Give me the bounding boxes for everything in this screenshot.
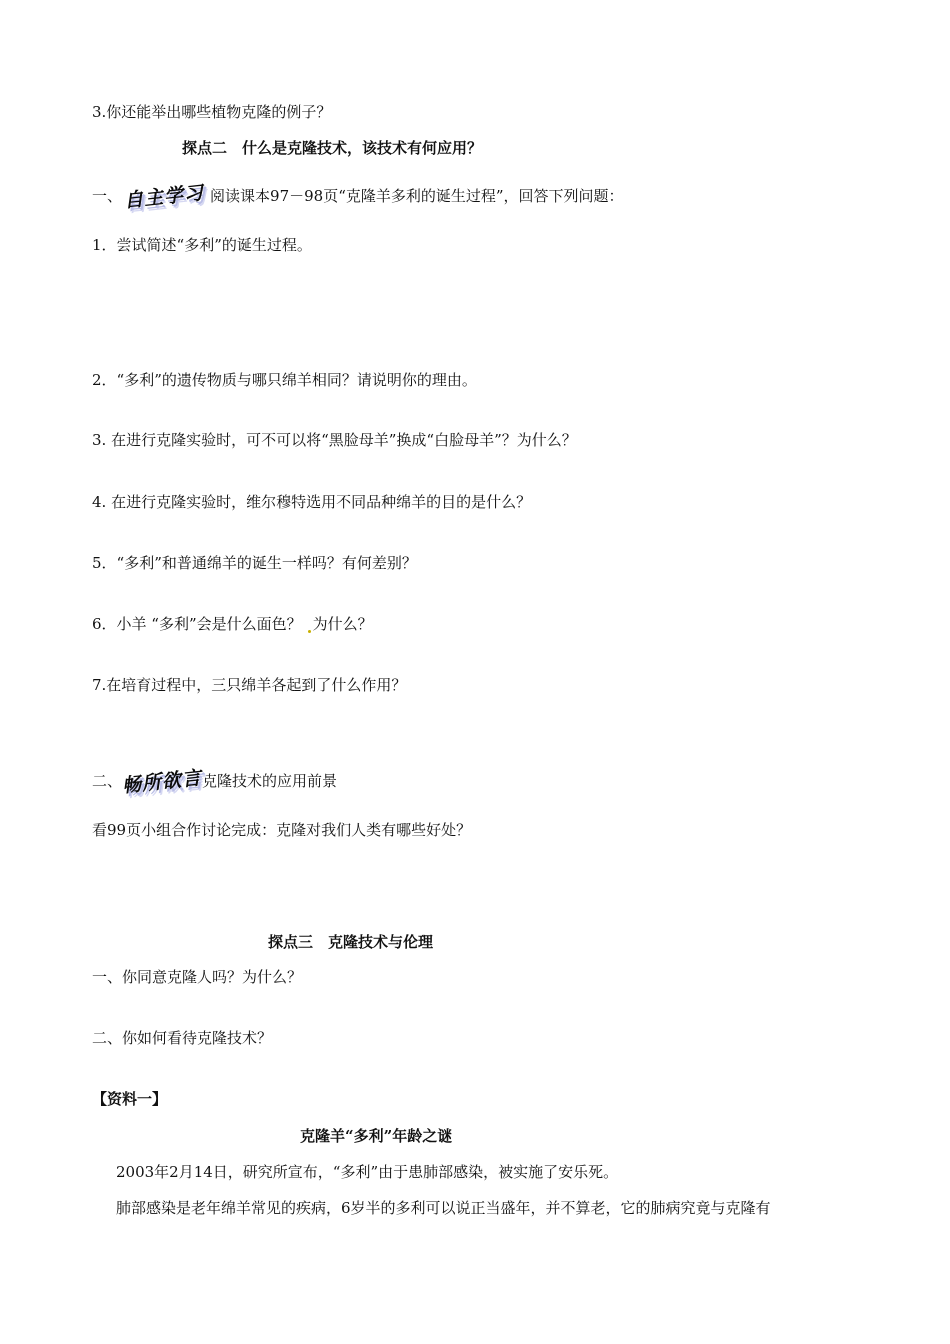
question-3: 3. 在进行克隆实验时，可不可以将“黑脸母羊”换成“白脸母羊”？为什么？ — [92, 431, 577, 449]
speak-freely-badge: 畅所欲言 — [121, 766, 203, 798]
question-6 — [92, 614, 373, 634]
self-study-badge: 自主学习 — [123, 181, 205, 213]
question-plant-cloning: 3.你还能举出哪些植物克隆的例子？ — [92, 103, 332, 121]
material-label: 【资料一】 — [92, 1090, 168, 1108]
question-7: 7.在培育过程中，三只绵羊各起到了什么作用？ — [92, 676, 407, 694]
material-paragraph-1: 2003年2月14日，研究所宣布，“多利”由于患肺部感染，被实施了安乐死。 — [116, 1163, 619, 1181]
dot-mark — [308, 630, 311, 633]
material-paragraph-2: 肺部感染是老年绵羊常见的疾病，6岁半的多利可以说正当盛年，并不算老，它的肺病究竟与克隆有 — [116, 1199, 771, 1217]
question-5: 5．“多利”和普通绵羊的诞生一样吗？有何差别？ — [92, 554, 417, 572]
question-6-part-a: 6．小羊 “多利”会是什么面色？ — [92, 615, 302, 633]
part-1-prefix: 一、 — [92, 187, 123, 205]
section-3-title: 探点三 克隆技术与伦理 — [268, 933, 434, 951]
section-3-question-1: 一、你同意克隆人吗？为什么？ — [92, 968, 303, 986]
page-99-task: 看99页小组合作讨论完成：克隆对我们人类有哪些好处？ — [92, 821, 472, 839]
question-1: 1．尝试简述“多利”的诞生过程。 — [92, 236, 312, 254]
question-6-part-b: 为什么？ — [312, 615, 373, 633]
part-2-text: 克隆技术的应用前景 — [202, 772, 338, 790]
part-1-instruction — [92, 181, 624, 213]
question-2: 2．“多利”的遗传物质与哪只绵羊相同？请说明你的理由。 — [92, 371, 477, 389]
section-3-question-2: 二、你如何看待克隆技术？ — [92, 1029, 273, 1047]
section-2-title: 探点二 什么是克隆技术，该技术有何应用？ — [182, 139, 483, 157]
part-2-prefix: 二、 — [92, 772, 123, 790]
question-4: 4. 在进行克隆实验时，维尔穆特选用不同品种绵羊的目的是什么？ — [92, 493, 532, 511]
part-1-text: 阅读课本97－98页“克隆羊多利的诞生过程”，回答下列问题： — [210, 187, 624, 205]
material-title: 克隆羊“多利”年龄之谜 — [300, 1127, 453, 1145]
part-2-heading — [92, 766, 338, 798]
